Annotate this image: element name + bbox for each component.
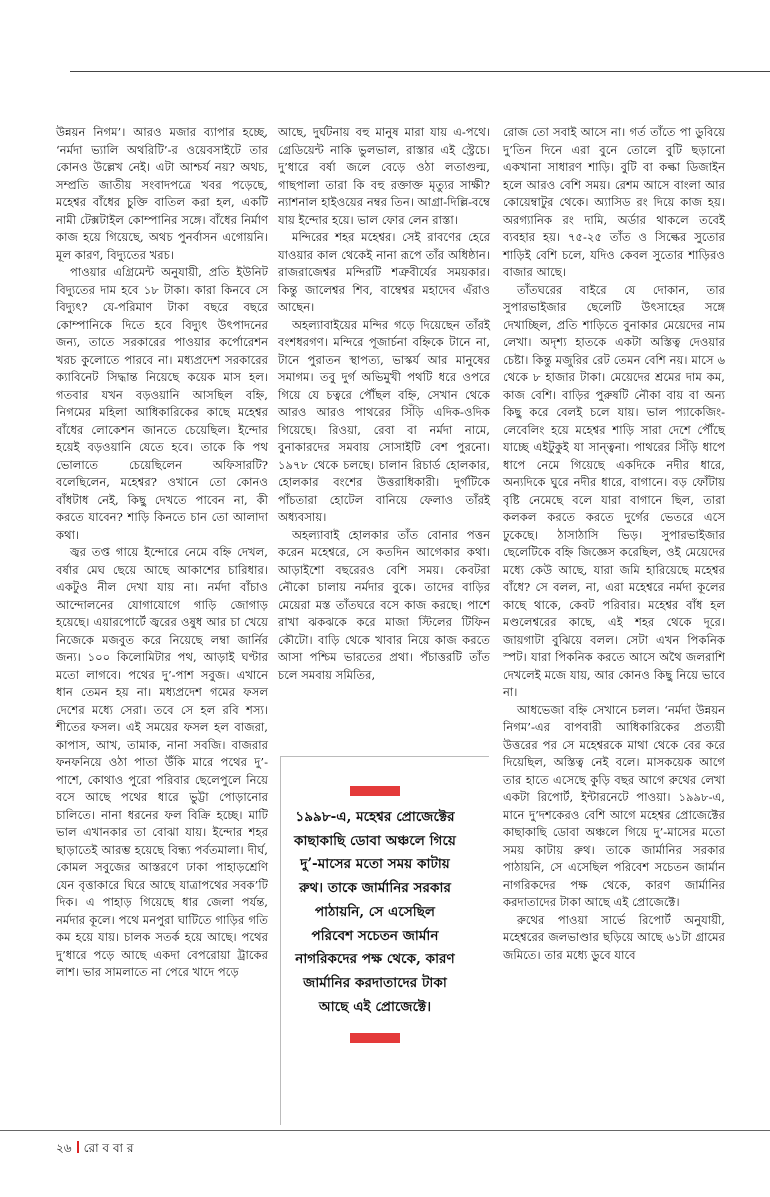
paragraph: রোজ তো সবাই আসে না। গর্ত তাঁতে পা ডুবিয়ে দু’তিন দিনে এরা বুনে তোলে বুটি ছড়ানো একখানা সাধারণ শাড়ি। বুটি বা কল্কা ডিজাইন হলে আরও বেশি সময়। রেশম আসে বাংলা আর কোয়েম্বাটুর থেকে। অ্যাসিড রং দিয়ে কাজ হয়। অরগ্যানিক রং দামি, অর্ডার থাকলে তবেই ব্যবহার হয়। ৭৫-২৫ তাঁত ও সিল্কের সুতোর শাড়িই বেশি চলে, যদিও কেবল সুতোর শাড়িরও বাজার আছে। — [503, 125, 725, 279]
magazine-name: রো ব বা র — [83, 1141, 134, 1155]
paragraph: পাওয়ার এগ্রিমেন্ট অনুযায়ী, প্রতি ইউনিট বিদ্যুতের দাম হবে ১৮ টাকা। কারা কিনবে সে বিদ্যুৎ? যে-পরিমাণ টাকা বছরে বছরে কোম্পানিকে দিতে হবে বিদ্যুৎ উৎপাদনের জন্য, তাতে সরকারের পাওয়ার কর্পোরেশন খরচ কুলোতে পারবে না। মধ্যপ্রদেশ সরকারের ক্যাবিনেট সিদ্ধান্ত নিয়েছে কয়েক মাস হল। গতবার যখন বড়ওয়ানি আসছিল বহ্নি, নিগমের মহিলা আধিকারিকের কাছে মহেশ্বর বাঁধের লোকেশন জানতে চেয়েছিল। ইন্দোর হয়েই বড়ওয়ানি যেতে হবে। তাকে কি পথ ভোলাতে চেয়েছিলেন অফিসারটি? বলেছিলেন, মহেশ্বর? ওখানে তো কোনও বাঁধটাধ নেই, কিছু দেখতে পাবেন না, কী করতে যাবেন? শাড়ি কিনতে চান তো আলাদা কথা। — [56, 265, 268, 542]
paragraph: আছে, দুর্ঘটনায় বহু মানুষ মারা যায় এ-পথে। গ্রেডিয়েন্ট নাকি ভুলভাল, রাস্তার এই স্ট্রেচে। দু’ধারে বর্ষা জলে বেড়ে ওঠা লতাগুল্ম, গাছপালা তারা কি বহু রক্তাক্ত মৃত্যুর সাক্ষী? ন্যাশনাল হাইওয়ের নম্বর তিন। আগ্রা-দিল্লি-বম্বে যায় ইন্দোর হয়ে। ভাল ফোর লেন রাস্তা। — [278, 125, 490, 227]
pull-quote-text: ১৯৯৮-এ, মহেশ্বর প্রোজেক্টের কাছাকাছি ডোবা অঞ্চলে গিয়ে দু’-মাসের মতো সময় কাটায় রুথ। তাকে জার্মানির সরকার পাঠায়নি, সে এসেছিল পরিবেশ সচেতন জার্মান নাগরিকদের পক্ষ থেকে, কারণ জার্মানির করদাতাদের টাকা আছে এই প্রোজেক্টে। — [294, 809, 456, 1015]
pull-quote-top-bar — [350, 786, 400, 796]
paragraph: অহল্যাবাইয়ের মন্দির গড়ে দিয়েছেন তাঁরই বংশধরগণ। মন্দিরে পূজার্চনা বহ্নিকে টানে না, টানে পুরাতন স্থাপত্য, ভাস্কর্য আর মানুষের সমাগম। তবু দুর্গ অভিমুখী পথটি ধরে ওপরে গিয়ে যে চত্বরে পৌঁছল বহ্নি, সেখান থেকে আরও আরও পাথরের সিঁড়ি এদিক-ওদিক গিয়েছে। রিওয়া, রেবা বা নর্মদা নামে, বুনাকারদের সমবায় সোসাইটি বেশ পুরনো। ১৯৭৮ থেকে চলছে। চালান রিচার্ড হোলকার, হোলকার বংশের উত্তরাধিকারী। দুর্গটিকে পাঁচতারা হোটেল বানিয়ে ফেলাও তাঁরই অধ্যবসায়। — [278, 317, 490, 524]
paragraph: মন্দিরের শহর মহেশ্বর। সেই রাবণের হেরে যাওয়ার কাল থেকেই নানা রূপে তাঁর অধিষ্ঠান। রাজরাজেশ্বর মন্দিরটি শত্রুবীর্যের সময়কার। কিন্তু জালেশ্বর শিব, বাম্বেশ্বর মহাদেব এঁরাও আছেন। — [278, 230, 490, 314]
paragraph: অহল্যাবাই হোলকার তাঁত বোনার পত্তন করেন মহেশ্বরে, সে কতদিন আগেকার কথা। আড়াইশো বছরেরও বেশি সময়। কেবটরা নৌকো চালায় নর্মদার বুকে। তাদের বাড়ির মেয়েরা মস্ত তাঁতঘরে বসে কাজ করছে। পাশে রাখা ঝকঝকে করে মাজা স্টিলের টিফিন কৌটো। বাড়ি থেকে খাবার নিয়ে কাজ করতে আসা পশ্চিম ভারতের প্রথা। পঁচাত্তরটি তাঁত চলে সমবায় সমিতির, — [278, 527, 490, 682]
article-column-3 — [503, 124, 725, 964]
pull-quote-bottom-bar — [350, 1033, 400, 1043]
top-rule — [70, 71, 770, 72]
paragraph: উন্নয়ন নিগম’। আরও মজার ব্যাপার হচ্ছে, ‘নর্মদা ভ্যালি অথরিটি’-র ওয়েবসাইটে তার কোনও উল্লেখ নেই। এটা আশ্চর্য নয়? অথচ, সম্প্রতি জাতীয় সংবাদপত্রে খবর পড়েছে, মহেশ্বর বাঁধের চুক্তি বাতিল করা হল, একটি নামী টেক্সটাইল কোম্পানির সঙ্গে। বাঁধের নির্মাণ কাজ হয়ে গিয়েছে, অথচ পুনর্বাসন এগোয়নি। মূল কারণ, বিদ্যুতের খরচ। — [56, 125, 268, 262]
paragraph: জ্বর তপ্ত গায়ে ইন্দোরে নেমে বহ্নি দেখল, বর্ষার মেঘ ছেয়ে আছে আকাশের চারিধার। একটুও নীল দেখা যায় না। নর্মদা বাঁচাও আন্দোলনের যোগাযোগে গাড়ি জোগাড় হয়েছে। এয়ারপোর্টে জ্বরের ওষুধ আর চা খেয়ে নিজেকে মজবুত করে নিয়েছে লম্বা জার্নির জন্য। ১০০ কিলোমিটার পথ, আড়াই ঘণ্টার মতো লাগবে। পথের দু’-পাশ সবুজ। এখানে ধান তেমন হয় না। মধ্যপ্রদেশ গমের ফসল দেশের মধ্যে সেরা। তবে সে হল রবি শস্য। শীতের ফসল। এই সময়ের ফসল হল বাজরা, কাপাস, আখ, তামাক, নানা সবজি। বাজরার ফনফনিয়ে ওঠা পাতা উঁকি মারে পথের দু’-পাশে, কোথাও পুরো পরিবার ছেলেপুলে নিয়ে বসে আছে পথের ধারে ভুট্টা পোড়ানোর চালিতে। নানা ধরনের ফল বিক্রি হচ্ছে। মাটি ভাল এখানকার তা বোঝা যায়। ইন্দোর শহর ছাড়াতেই আরম্ভ হয়েছে বিন্ধ্য পর্বতমালা। দীর্ঘ, কোমল সবুজের আস্তরণে ঢাকা পাহাড়শ্রেণি যেন বৃত্তাকারে ঘিরে আছে যাত্রাপথের সবক’টি দিক। এ পাহাড় গিয়েছে ধার জেলা পর্যন্ত, নর্মদার কূলে। পথে মনপুরা ঘাটিতে গাড়ির গতি কম হয়ে যায়। চালক সতর্ক হয়ে আছে। পথের দু’ধারে পড়ে আছে একদা বেপরোয়া ট্রাকের লাশ। ভার সামলাতে না পেরে খাদে পড়ে — [56, 545, 268, 979]
page-folio — [56, 1140, 133, 1160]
paragraph: আধভেজা বহ্নি সেখানে চলল। ‘নর্মদা উন্নয়ন নিগম’-এর বাপবারী আধিকারিকের প্রত্যয়ী উত্তরের পর সে মহেশ্বরকে মাথা থেকে বের করে দিয়েছিল, অস্তিত্ব নেই বলে। মাসকয়েক আগে তার হাতে এসেছে কুড়ি বছর আগে রুথের লেখা একটা রিপোর্ট, ইন্টারনেটে পাওয়া। ১৯৯৮-এ, মানে দু’দশকেরও বেশি আগে মহেশ্বর প্রোজেক্টের কাছাকাছি ডোবা অঞ্চলে গিয়ে দু’-মাসের মতো সময় কাটায় রুথ। তাকে জার্মানির সরকার পাঠায়নি, সে এসেছিল পরিবেশ সচেতন জার্মান নাগরিকদের পক্ষ থেকে, কারণ জার্মানির করদাতাদের টাকা আছে এই প্রোজেক্টে। — [503, 702, 725, 909]
article-column-2 — [278, 124, 490, 684]
article-column-1 — [56, 124, 268, 982]
paragraph: রুথের পাওয়া সার্ভে রিপোর্ট অনুযায়ী, মহেশ্বরের জলভাণ্ডার ছড়িয়ে আছে ৬১টা গ্রামের জমিতে। তার মধ্যে ডুবে যাবে — [503, 912, 725, 962]
paragraph: তাঁতঘরের বাইরে যে দোকান, তার সুপারভাইজার ছেলেটি উৎসাহের সঙ্গে দেখাচ্ছিল, প্রতি শাড়িতে বুনাকার মেয়েদের নাম লেখা। অদৃশ্য হাতকে একটা অস্তিত্ব দেওয়ার চেষ্টা। কিন্তু মজুরির রেট তেমন বেশি নয়। মাসে ৬ থেকে ৮ হাজার টাকা। মেয়েদের শ্রমের দাম কম, কাজ বেশি। বাড়ির পুরুষটি নৌকা বায় বা অন্য কিছু করে বেলই চলে যায়। ভাল প্যাকেজিং-লেবেলিং হয়ে মহেশ্বর শাড়ি সারা দেশে পৌঁছে যাচ্ছে এইটুকুই যা সান্ত্বনা। পাথরের সিঁড়ি ধাপে ধাপে নেমে গিয়েছে একদিকে নদীর ধারে, অন্যদিকে ঘুরে নদীর ধারে, বাগানে। বড় ফোঁটায় বৃষ্টি নেমেছে বলে যারা বাগানে ছিল, তারা কলকল করতে করতে দুর্গের ভেতরে এসে ঢুকেছে। ঠাসাঠাসি ভিড়। সুপারভাইজার ছেলেটিকে বহ্নি জিজ্ঞেস করেছিল, ওই মেয়েদের মধ্যে কেউ আছে, যারা জমি হারিয়েছে মহেশ্বর বাঁধে? সে বলল, না, এরা মহেশ্বরে নর্মদা কূলের কাছে থাকে, কেবট পরিবার। মহেশ্বর বাঁধ হল মণ্ডলেশ্বরের কাছে, এই শহর থেকে দূরে। জায়গাটা বুঝিয়ে বলল। সেটা এখন পিকনিক স্পট। যারা পিকনিক করতে আসে অথৈ জলরাশি দেখলেই মজে যায়, আর কোনও কিছু নিয়ে ভাবে না। — [503, 282, 725, 699]
pull-quote — [293, 786, 457, 1043]
folio-separator — [77, 1141, 79, 1153]
page-number: ২৬ — [56, 1141, 72, 1155]
bottom-rule — [0, 1130, 770, 1131]
